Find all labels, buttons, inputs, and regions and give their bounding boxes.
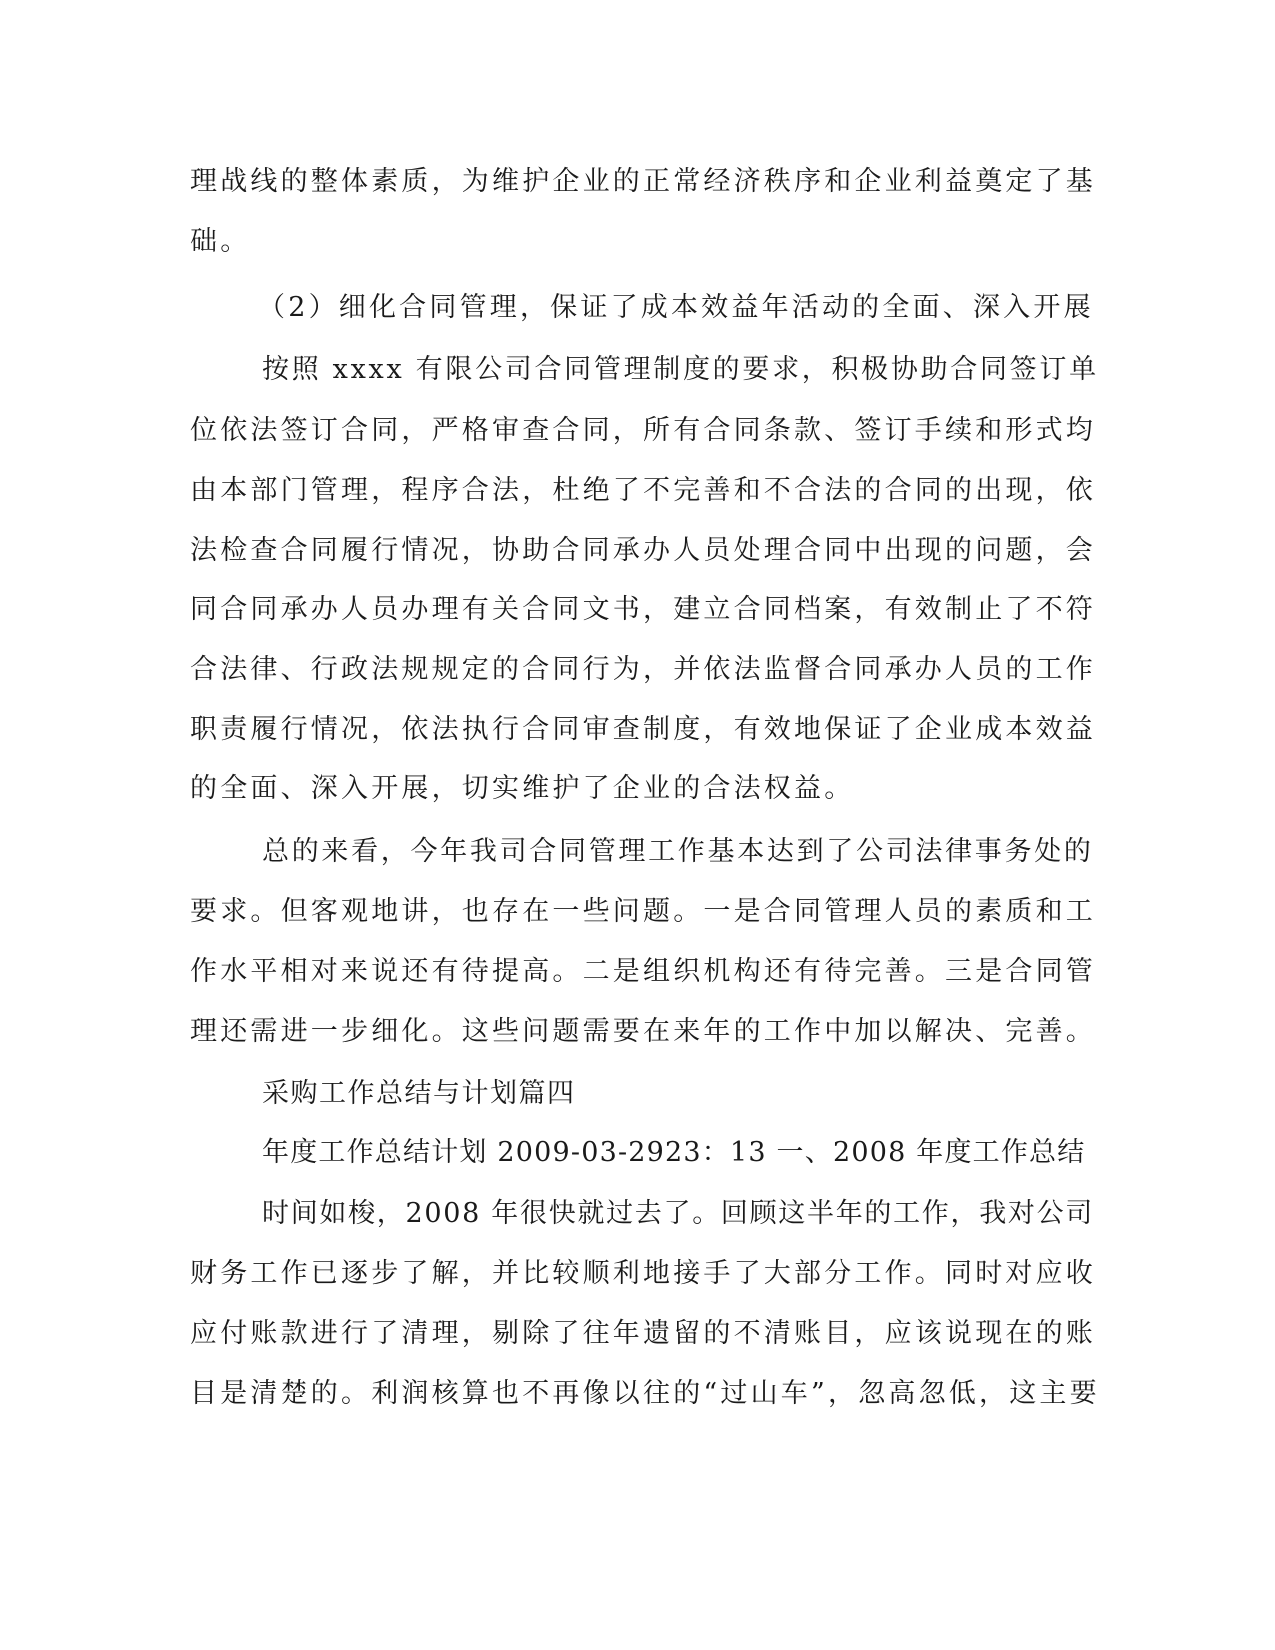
text-line: 由本部门管理，程序合法，杜绝了不完善和不合法的合同的出现，依	[190, 475, 1096, 506]
text-line: 职责履行情况，依法执行合同审查制度，有效地保证了企业成本效益	[190, 714, 1096, 745]
section-heading: （2）细化合同管理，保证了成本效益年活动的全面、深入开展	[258, 292, 1094, 323]
paragraph-start: 总的来看，今年我司合同管理工作基本达到了公司法律事务处的	[262, 836, 1094, 867]
paragraph-start: 按照 xxxx 有限公司合同管理制度的要求，积极协助合同签订单	[262, 354, 1099, 385]
subheading: 年度工作总结计划 2009-03-2923：13 一、2008 年度工作总结	[262, 1137, 1086, 1168]
text-line: 要求。但客观地讲，也存在一些问题。一是合同管理人员的素质和工	[190, 896, 1096, 927]
text-line: 应付账款进行了清理，剔除了往年遗留的不清账目，应该说现在的账	[190, 1318, 1096, 1349]
text-line: 的全面、深入开展，切实维护了企业的合法权益。	[190, 773, 855, 804]
chapter-heading: 采购工作总结与计划篇四	[262, 1078, 576, 1109]
text-line: 目是清楚的。利润核算也不再像以往的“过山车”，忽高忽低，这主要	[190, 1378, 1100, 1409]
text-line: 位依法签订合同，严格审查合同，所有合同条款、签订手续和形式均	[190, 415, 1096, 446]
text-line: 合法律、行政法规规定的合同行为，并依法监督合同承办人员的工作	[190, 654, 1096, 685]
text-line: 础。	[190, 226, 251, 257]
text-line: 作水平相对来说还有待提高。二是组织机构还有待完善。三是合同管	[190, 956, 1096, 987]
text-line: 理还需进一步细化。这些问题需要在来年的工作中加以解决、完善。	[190, 1016, 1096, 1047]
text-line: 理战线的整体素质，为维护企业的正常经济秩序和企业利益奠定了基	[190, 166, 1096, 197]
text-line: 法检查合同履行情况，协助合同承办人员处理合同中出现的问题，会	[190, 535, 1096, 566]
paragraph-start: 时间如梭，2008 年很快就过去了。回顾这半年的工作，我对公司	[262, 1198, 1094, 1229]
text-line: 同合同承办人员办理有关合同文书，建立合同档案，有效制止了不符	[190, 594, 1096, 625]
text-line: 财务工作已逐步了解，并比较顺利地接手了大部分工作。同时对应收	[190, 1258, 1096, 1289]
